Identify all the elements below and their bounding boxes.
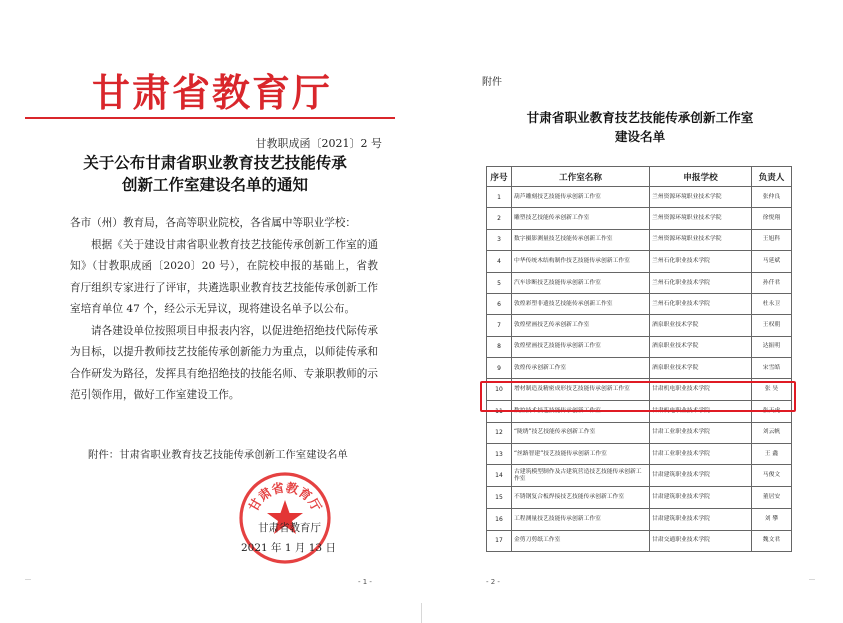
workshop-name: 金剪刀剪纸工作室 — [512, 530, 650, 551]
leader-name: 马延斌 — [752, 250, 792, 272]
row-number: 11 — [487, 401, 512, 422]
school-name: 甘肃机电职业技术学院 — [650, 401, 752, 422]
notice-body — [70, 213, 378, 407]
column-header: 工作室名称 — [512, 167, 650, 187]
leader-name: 董居安 — [752, 487, 792, 509]
table-row — [487, 294, 792, 315]
leader-name: 宋雪皓 — [752, 358, 792, 379]
leader-name: 王旭科 — [752, 229, 792, 250]
school-name: 甘肃建筑职业技术学院 — [650, 509, 752, 530]
school-name: 兰州资源环境职业技术学院 — [650, 208, 752, 229]
row-number: 13 — [487, 443, 512, 464]
workshop-name: 葫芦雕刻技艺技能传承创新工作室 — [512, 187, 650, 208]
roster-title-line-2: 建设名单 — [614, 129, 666, 144]
row-number: 1 — [487, 187, 512, 208]
school-name: 兰州石化职业技术学院 — [650, 294, 752, 315]
header-rule — [25, 117, 395, 119]
paragraph-2: 请各建设单位按照项目申报表内容，以促进绝招绝技代际传承为目标，以提升教师技艺技能传承创新能力为重点，以师徒传承和合作研发为路径，发挥具有绝招绝技的技能名师、专兼职教师的示范引领作用，做好工作室建设工作。 — [70, 324, 378, 401]
workshop-name: 不锈钢复合板焊接技艺技能传承创新工作室 — [512, 487, 650, 509]
school-name: 兰州资源环境职业技术学院 — [650, 229, 752, 250]
row-number: 17 — [487, 530, 512, 551]
workshop-name: “丝路智建”技艺技能传承创新工作室 — [512, 443, 650, 464]
school-name: 兰州石化职业技术学院 — [650, 272, 752, 293]
document-number: 甘教职成函〔2021〕2 号 — [255, 137, 382, 150]
row-number: 3 — [487, 229, 512, 250]
workshop-name: 敦煌传承创新工作室 — [512, 358, 650, 379]
leader-name: 达振明 — [752, 336, 792, 357]
salutation: 各市（州）教育局，各高等职业院校，各省属中等职业学校： — [70, 217, 357, 229]
page-number-1: - 1 - — [358, 578, 372, 586]
row-highlight-box — [480, 381, 796, 412]
page-1 — [0, 0, 420, 623]
row-number: 2 — [487, 208, 512, 229]
school-name: 兰州石化职业技术学院 — [650, 250, 752, 272]
column-header: 序号 — [487, 167, 512, 187]
paragraph-1: 根据《关于建设甘肃省职业教育技艺技能传承创新工作室的通知》（甘教职成函〔2020〕20 号），在院校申报的基础上，省教育厅组织专家进行了评审，共遴选职业教育技艺技能传承创新工作室培育单位 47 个，经公示无异议，现将建设名单予以公布。 — [70, 238, 378, 315]
table-row — [487, 208, 792, 229]
workshop-name: 数字摄影测量技艺技能传承创新工作室 — [512, 229, 650, 250]
leader-name: 刘云帆 — [752, 422, 792, 443]
attachment-label: 附件 — [482, 77, 502, 88]
leader-name: 张仲良 — [752, 187, 792, 208]
table-row — [487, 336, 792, 357]
leader-name: 张天虎 — [752, 401, 792, 422]
table-row — [487, 187, 792, 208]
school-name: 甘肃工业职业技术学院 — [650, 422, 752, 443]
crop-mark — [809, 579, 815, 580]
workshop-name: 古建筑模型制作及古建筑营造技艺技能传承创新工作室 — [512, 465, 650, 487]
crop-mark — [25, 579, 31, 580]
table-row — [487, 487, 792, 509]
row-number: 8 — [487, 336, 512, 357]
row-number: 16 — [487, 509, 512, 530]
leader-name: 王权朝 — [752, 315, 792, 336]
notice-title — [30, 152, 400, 196]
school-name: 甘肃机电职业技术学院 — [650, 379, 752, 401]
row-number: 7 — [487, 315, 512, 336]
table-row — [487, 509, 792, 530]
school-name: 甘肃交通职业技术学院 — [650, 530, 752, 551]
table-row — [487, 272, 792, 293]
attachment-note: 附件：甘肃省职业教育技艺技能传承创新工作室建设名单 — [88, 449, 348, 461]
workshop-roster-table — [486, 166, 792, 552]
column-header: 申报学校 — [650, 167, 752, 187]
table-row — [487, 465, 792, 487]
leader-name: 徐悦翔 — [752, 208, 792, 229]
row-number: 14 — [487, 465, 512, 487]
workshop-name: 敦煌壁画技艺技能传承创新工作室 — [512, 336, 650, 357]
roster-title — [465, 108, 815, 146]
leader-name: 刘 攀 — [752, 509, 792, 530]
leader-name: 王 鑫 — [752, 443, 792, 464]
school-name: 甘肃建筑职业技术学院 — [650, 465, 752, 487]
school-name: 酒泉职业技术学院 — [650, 315, 752, 336]
school-name: 酒泉职业技术学院 — [650, 336, 752, 357]
row-number: 10 — [487, 379, 512, 401]
row-number: 15 — [487, 487, 512, 509]
leader-name: 杜永卫 — [752, 294, 792, 315]
school-name: 甘肃建筑职业技术学院 — [650, 487, 752, 509]
leader-name: 孙仟君 — [752, 272, 792, 293]
school-name: 甘肃工业职业技术学院 — [650, 443, 752, 464]
column-header: 负责人 — [752, 167, 792, 187]
page-2 — [437, 0, 843, 623]
table-header-row — [487, 167, 792, 187]
row-number: 12 — [487, 422, 512, 443]
workshop-name: 工程测量技艺技能传承创新工作室 — [512, 509, 650, 530]
table-row — [487, 229, 792, 250]
table-row — [487, 443, 792, 464]
workshop-name: 增材制造及精密成形技艺技能传承创新工作室 — [512, 379, 650, 401]
school-name: 兰州资源环境职业技术学院 — [650, 187, 752, 208]
seal-text: 甘肃省教育厅 — [245, 479, 325, 514]
table-row — [487, 250, 792, 272]
notice-title-line-2: 创新工作室建设名单的通知 — [121, 175, 308, 194]
row-number: 9 — [487, 358, 512, 379]
row-number: 6 — [487, 294, 512, 315]
table-row — [487, 530, 792, 551]
workshop-name: 敦煌彩塑非遗技艺技能传承创新工作室 — [512, 294, 650, 315]
workshop-name: 雕塑技艺技能传承创新工作室 — [512, 208, 650, 229]
leader-name: 张 昊 — [752, 379, 792, 401]
signer: 甘肃省教育厅 — [258, 522, 321, 534]
notice-title-line-1: 关于公布甘肃省职业教育技艺技能传承 — [83, 153, 347, 172]
workshop-name: 敦煌壁画技艺传承创新工作室 — [512, 315, 650, 336]
workshop-name: 汽车诊断技艺技能传承创新工作室 — [512, 272, 650, 293]
table-row — [487, 315, 792, 336]
table-row — [487, 422, 792, 443]
workshop-name: 中华传统木结构制作技艺技能传承创新工作室 — [512, 250, 650, 272]
leader-name: 魏文君 — [752, 530, 792, 551]
leader-name: 马俊文 — [752, 465, 792, 487]
table-row — [487, 358, 792, 379]
school-name: 酒泉职业技术学院 — [650, 358, 752, 379]
page-number-2: - 2 - — [486, 578, 500, 586]
workshop-name: 数控技术技艺技能传承创新工作室 — [512, 401, 650, 422]
issue-date: 2021 年 1 月 13 日 — [241, 542, 336, 554]
document-header: 甘肃省教育厅 — [91, 70, 332, 115]
row-number: 5 — [487, 272, 512, 293]
row-number: 4 — [487, 250, 512, 272]
workshop-name: “陇绣”技艺技能传承创新工作室 — [512, 422, 650, 443]
page-divider — [421, 603, 422, 623]
roster-title-line-1: 甘肃省职业教育技艺技能传承创新工作室 — [526, 110, 754, 125]
